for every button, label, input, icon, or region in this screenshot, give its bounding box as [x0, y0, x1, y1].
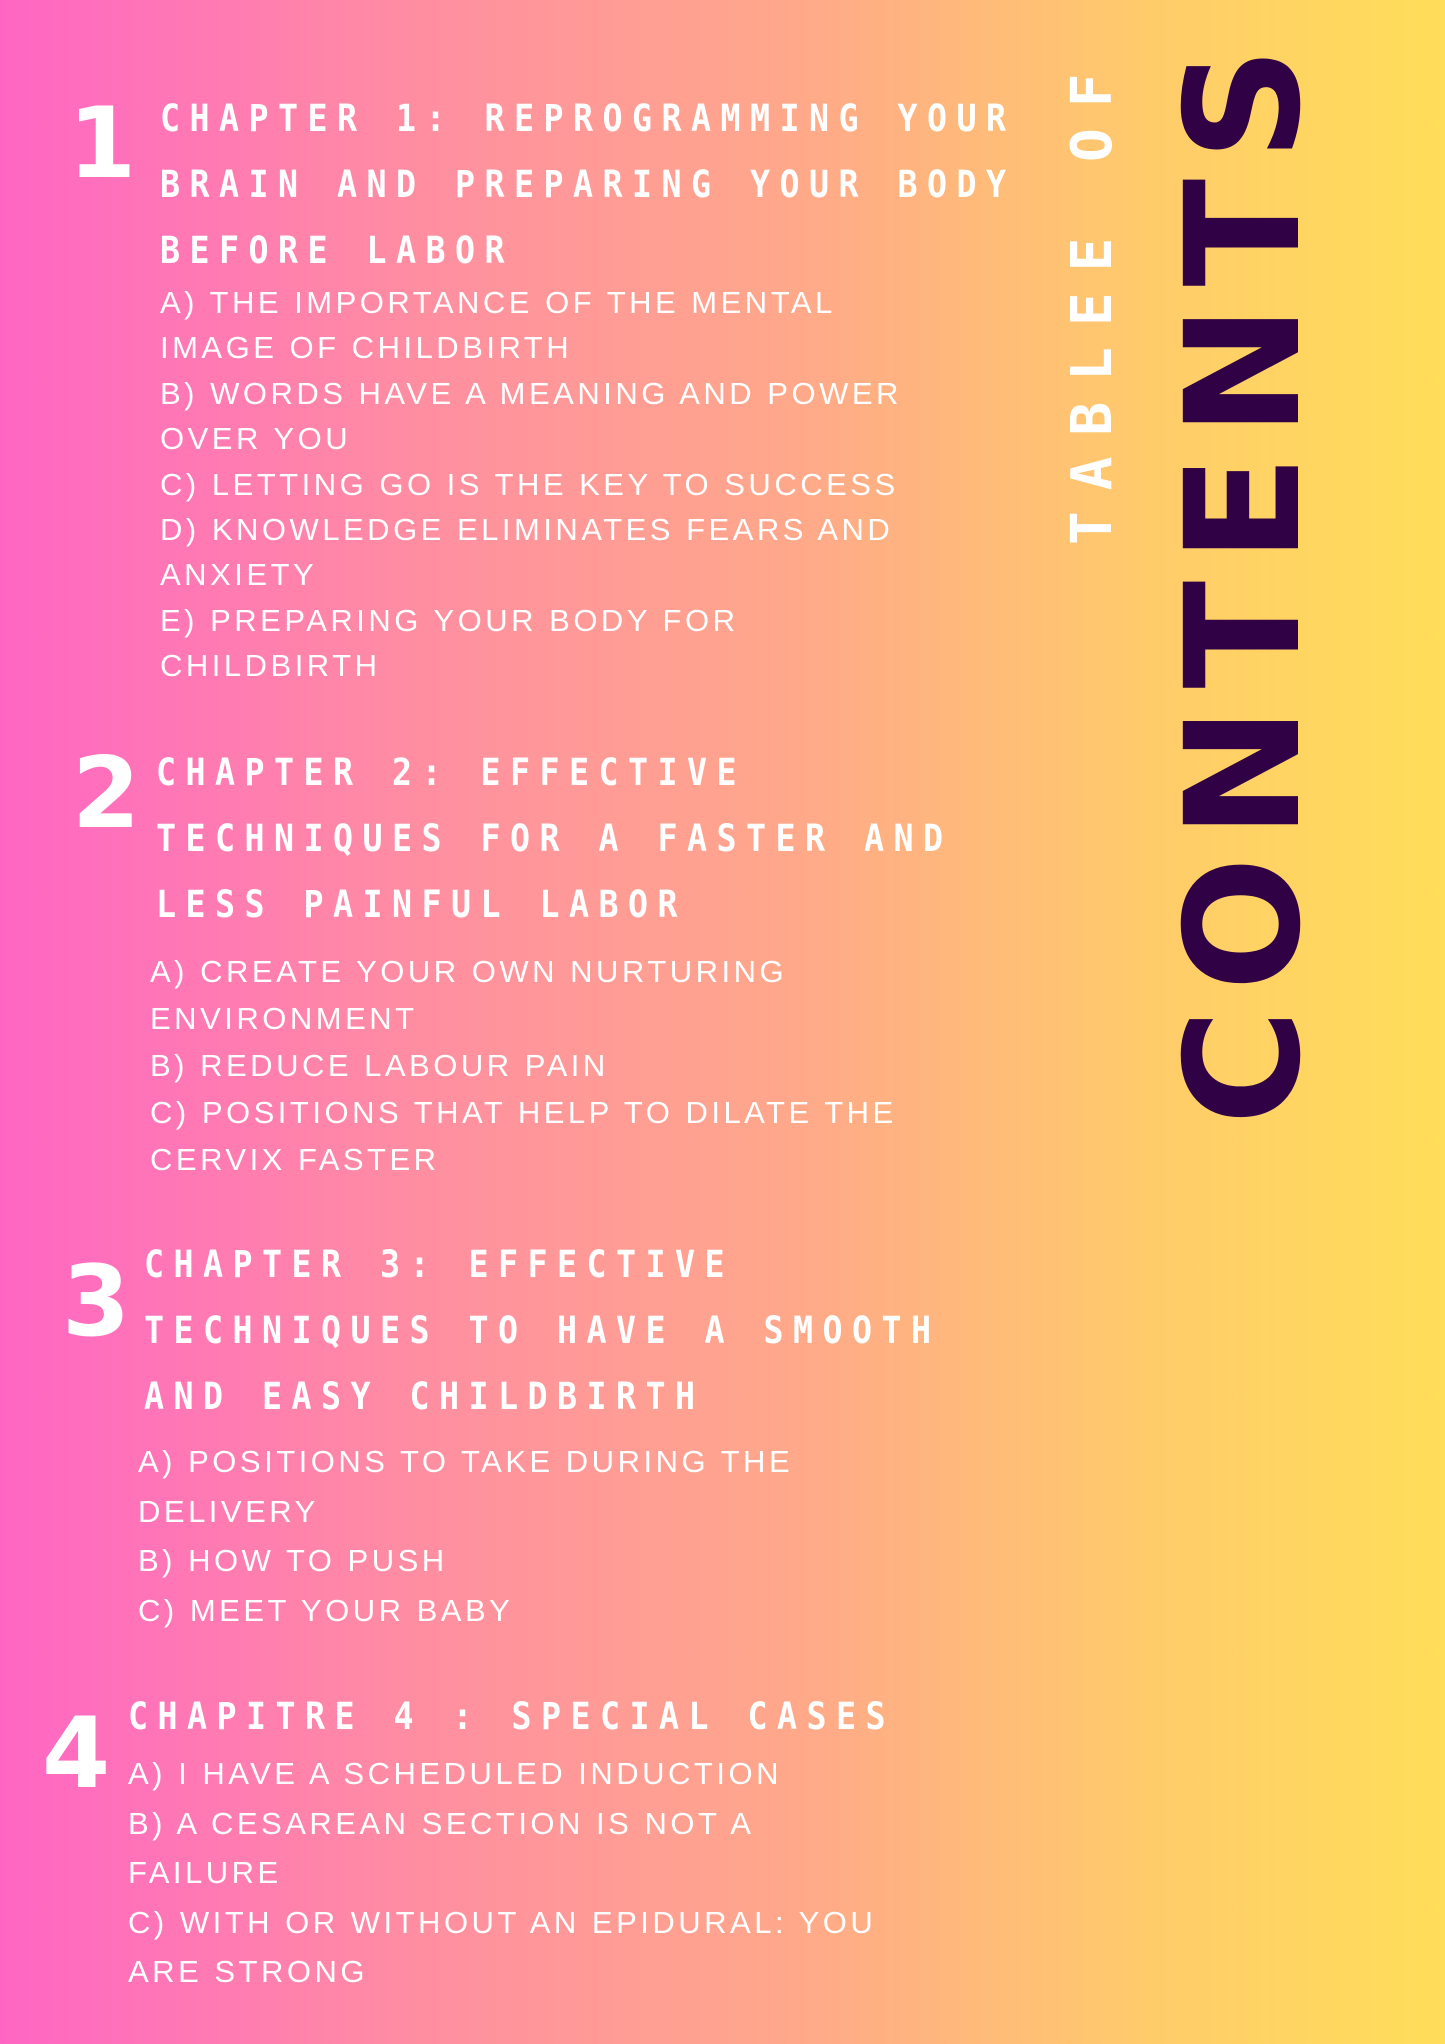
list-item: C) WITH OR WITHOUT AN EPIDURAL: YOU [128, 1904, 877, 1940]
list-item: C) MEET YOUR BABY [138, 1592, 514, 1628]
list-item: OVER YOU [160, 421, 352, 457]
heading-subtitle: TABLEE OF [1060, 52, 1125, 545]
chapter-title-line: TECHNIQUES TO HAVE A SMOOTH [144, 1309, 941, 1352]
chapter-title-line: CHAPTER 3: EFFECTIVE [144, 1243, 734, 1286]
list-item: A) I HAVE A SCHEDULED INDUCTION [128, 1756, 782, 1791]
chapter-title-line: LESS PAINFUL LABOR [156, 883, 687, 926]
list-item: A) POSITIONS TO TAKE DURING THE [138, 1444, 794, 1479]
list-item: IMAGE OF CHILDBIRTH [160, 330, 573, 366]
heading-title: CONTENTS [1152, 28, 1336, 1125]
list-item: C) LETTING GO IS THE KEY TO SUCCESS [160, 466, 899, 502]
chapter-title-line: BEFORE LABOR [160, 229, 514, 272]
chapter-title-line: CHAPITRE 4 : SPECIAL CASES [128, 1695, 895, 1738]
chapter-items [150, 948, 897, 1183]
list-item: D) KNOWLEDGE ELIMINATES FEARS AND [160, 512, 894, 548]
chapter-items [128, 1749, 876, 1997]
chapter-items [138, 1437, 793, 1635]
list-item: ARE STRONG [128, 1954, 368, 1989]
chapter-title [128, 1684, 895, 1750]
chapter-number: 1 [68, 87, 137, 201]
list-item: B) REDUCE LABOUR PAIN [150, 1048, 609, 1083]
chapter-number: 4 [42, 1697, 111, 1811]
list-item: FAILURE [128, 1855, 282, 1890]
chapter-title [160, 86, 1015, 284]
chapter-title [144, 1232, 940, 1430]
list-item: C) POSITIONS THAT HELP TO DILATE THE [150, 1095, 897, 1130]
list-item: B) A CESAREAN SECTION IS NOT A [128, 1805, 755, 1841]
chapter-items [160, 280, 902, 689]
list-item: B) HOW TO PUSH [138, 1543, 448, 1578]
chapter-title [156, 740, 952, 938]
list-item: A) THE IMPORTANCE OF THE MENTAL [160, 285, 836, 320]
list-item: E) PREPARING YOUR BODY FOR [160, 602, 739, 638]
chapter-title-line: TECHNIQUES FOR A FASTER AND [156, 817, 953, 860]
list-item: DELIVERY [138, 1493, 319, 1529]
chapter-title-line: CHAPTER 1: REPROGRAMMING YOUR [160, 97, 1016, 140]
chapter-number: 2 [72, 737, 141, 851]
chapter-title-line: CHAPTER 2: EFFECTIVE [156, 751, 746, 794]
chapter-title-line: BRAIN AND PREPARING YOUR BODY [160, 163, 1016, 206]
list-item: ANXIETY [160, 557, 318, 593]
list-item: CERVIX FASTER [150, 1142, 440, 1177]
chapter-number: 3 [62, 1245, 131, 1359]
list-item: ENVIRONMENT [150, 1001, 418, 1036]
list-item: CHILDBIRTH [160, 648, 381, 684]
chapter-title-line: AND EASY CHILDBIRTH [144, 1375, 705, 1418]
list-item: A) CREATE YOUR OWN NURTURING [150, 954, 788, 989]
list-item: B) WORDS HAVE A MEANING AND POWER [160, 375, 902, 411]
